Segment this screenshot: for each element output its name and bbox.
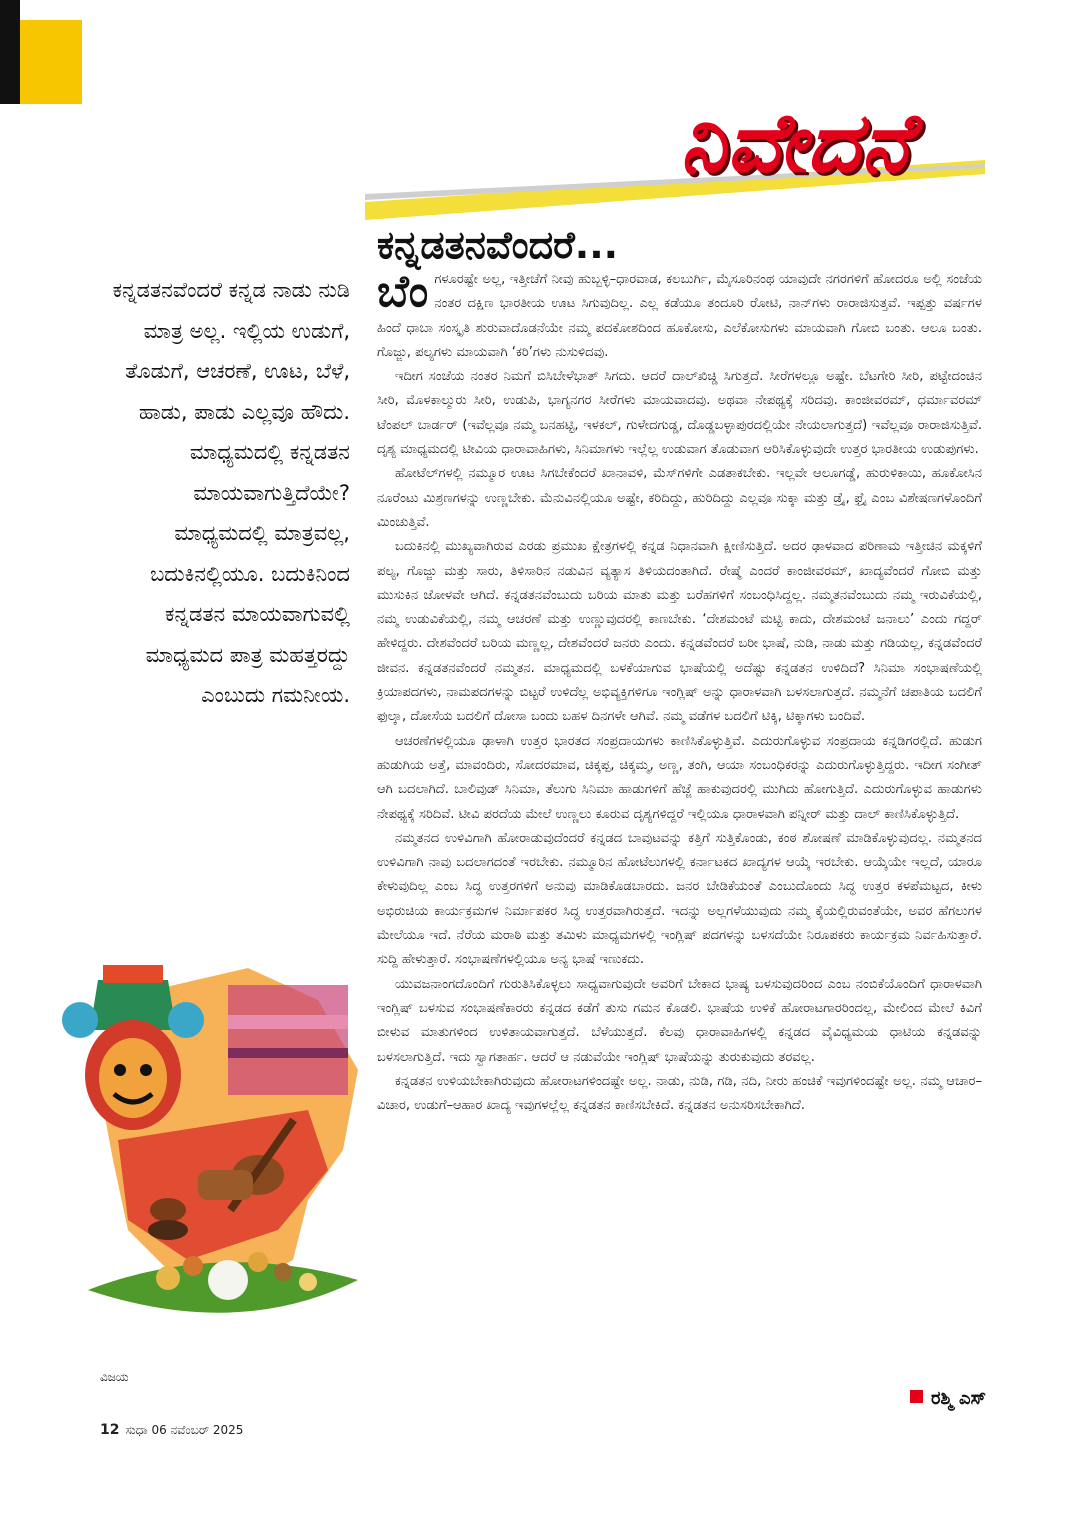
article-body bbox=[377, 268, 982, 1118]
article-paragraph: ಬದುಕಿನಲ್ಲಿ ಮುಖ್ಯವಾಗಿರುವ ಎರಡು ಪ್ರಮುಖ ಕ್ಷೇತ್ರಗಳಲ್ಲಿ ಕನ್ನಡ ನಿಧಾನವಾಗಿ ಕ್ಷೀಣಿಸುತ್ತಿದೆ. ಅದರ ಢಾಳವಾದ ಪರಿಣಾಮ ಇತ್ತೀಚಿನ ಮಕ್ಕಳಿಗೆ ಪಲ್ಯ, ಗೊಜ್ಜು ಮತ್ತು ಸಾರು, ತಿಳಿಸಾರಿನ ನಡುವಿನ ವ್ಯತ್ಯಾಸ ತಿಳಿಯದಂತಾಗಿದೆ. ರೇಷ್ಮೆ ಎಂದರೆ ಕಾಂಜೀವರಮ್, ಖಾದ್ಯವೆಂದರೆ ಗೋಬಿ ಮತ್ತು ಮುಸುಕಿನ ಜೋಳವೇ ಆಗಿದೆ. ಕನ್ನಡತನವೆಂಬುದು ಬರಿಯ ಮಾತು ಮತ್ತು ಬರೆಹಗಳಿಗೆ ಸಂಬಂಧಿಸಿದ್ದಲ್ಲ. ನಮ್ಮತನವೆಂಬುದು ನಮ್ಮ ಇರುವಿಕೆಯಲ್ಲಿ, ನಮ್ಮ ಉಡುವಿಕೆಯಲ್ಲಿ, ನಮ್ಮ ಆಚರಣೆ ಮತ್ತು ಉಣ್ಣುವುದರಲ್ಲಿ ಕಾಣಬೇಕು. ‘ದೇಶಮಂಟೆ ಮಟ್ಟಿ ಕಾದು, ದೇಶಮಂಟೆ ಜನಾಲು’ ಎಂದು ಗದ್ದರ್ ಹೇಳಿದ್ದರು. ದೇಶವೆಂದರೆ ಬರಿಯ ಮಣ್ಣಲ್ಲ, ದೇಶವೆಂದರೆ ಜನರು ಎಂದು. ಕನ್ನಡವೆಂದರೆ ಬರೀ ಭಾಷೆ, ನುಡಿ, ನಾಡು ಮತ್ತು ಗಡಿಯಲ್ಲ, ಕನ್ನಡವೆಂದರೆ ಜೀವನ. ಕನ್ನಡತನವೆಂದರೆ ನಮ್ಮತನ. ಮಾಧ್ಯಮದಲ್ಲಿ ಬಳಕೆಯಾಗುವ ಭಾಷೆಯಲ್ಲಿ ಅದೆಷ್ಟು ಕನ್ನಡತನ ಉಳಿದಿದೆ? ಸಿನಿಮಾ ಸಂಭಾಷಣೆಯಲ್ಲಿ ಕ್ರಿಯಾಪದಗಳು, ನಾಮಪದಗಳನ್ನು ಬಿಟ್ಟರೆ ಉಳಿದೆಲ್ಲ ಅಭಿವ್ಯಕ್ತಿಗಳಿಗೂ ಇಂಗ್ಲಿಷ್ ಅನ್ನು ಧಾರಾಳವಾಗಿ ಬಳಸಲಾಗುತ್ತದೆ. ನಮ್ಮನೆಗೆ ಚಪಾತಿಯ ಬದಲಿಗೆ ಫುಲ್ಕಾ, ದೋಸೆಯ ಬದಲಿಗೆ ದೋಸಾ ಬಂದು ಬಹಳ ದಿನಗಳೇ ಆಗಿವೆ. ನಮ್ಮ ವಡೆಗಳ ಬದಲಿಗೆ ಟಿಕ್ಕಿ, ಟಿಕ್ಕಾಗಳು ಬಂದಿವೆ. bbox=[377, 539, 982, 725]
saree-stripes bbox=[228, 985, 348, 1095]
author-byline bbox=[910, 1388, 986, 1409]
article-paragraph: ನಮ್ಮತನದ ಉಳಿವಿಗಾಗಿ ಹೋರಾಡುವುದೆಂದರೆ ಕನ್ನಡದ ಬಾವುಟವನ್ನು ಕತ್ತಿಗೆ ಸುತ್ತಿಕೊಂಡು, ಕಂಠ ಶೋಷಣೆ ಮಾಡಿಕೊಳ್ಳುವುದಲ್ಲ. ನಮ್ಮತನದ ಉಳಿವಿಗಾಗಿ ನಾವು ಬದಲಾಗದಂತೆ ಇರಬೇಕು. ನಮ್ಮೂರಿನ ಹೋಟೆಲುಗಳಲ್ಲಿ ಕರ್ನಾಟಕದ ಖಾದ್ಯಗಳ ಆಯ್ಕೆ ಇರಬೇಕು. ಆಯ್ಕೆಯೇ ಇಲ್ಲದೆ, ಯಾರೂ ಕೇಳುವುದಿಲ್ಲ ಎಂಬ ಸಿದ್ಧ ಉತ್ತರಗಳಿಗೆ ಅನುವು ಮಾಡಿಕೊಡಬಾರದು. ಜನರ ಬೇಡಿಕೆಯಂತೆ ಎಂಬುದೊಂದು ಸಿದ್ಧ ಉತ್ತರ ಕಳಪೆಮಟ್ಟದ, ಕೀಳು ಅಭಿರುಚಿಯ ಕಾರ್ಯಕ್ರಮಗಳ ನಿರ್ಮಾಪಕರ ಸಿದ್ಧ ಉತ್ತರವಾಗಿರುತ್ತದೆ. ಇದನ್ನು ಅಲ್ಲಗಳೆಯುವುದು ನಮ್ಮ ಕೈಯಲ್ಲಿರುವಂತೆಯೇ, ಅವರ ಹೆಗಲುಗಳ ಮೇಲೆಯೂ ಇದೆ. ನೆರೆಯ ಮರಾಠಿ ಮತ್ತು ತಮಿಳು ಮಾಧ್ಯಮಗಳಲ್ಲಿ ಇಂಗ್ಲಿಷ್ ಪದಗಳನ್ನು ಬಳಸದೆಯೇ ನಿರೂಪಕರು ಕಾರ್ಯಕ್ರಮ ನಿರ್ವಹಿಸುತ್ತಾರೆ. ಸುದ್ದಿ ಹೇಳುತ್ತಾರೆ. ಸಂಭಾಷಣೆಗಳಲ್ಲಿಯೂ ಅನ್ಯ ಭಾಷೆ ಇಣುಕದು. bbox=[377, 830, 982, 968]
article-headline: ಕನ್ನಡತನವೆಂದರೆ... bbox=[377, 223, 619, 267]
article-paragraph: ಯುವಜನಾಂಗದೊಂದಿಗೆ ಗುರುತಿಸಿಕೊಳ್ಳಲು ಸಾಧ್ಯವಾಗುವುದೇ ಅವರಿಗೆ ಬೇಕಾದ ಭಾಷ್ಯ ಬಳಸುವುದರಿಂದ ಎಂಬ ನಂಬಿಕೆಯೊಂದಿಗೆ ಧಾರಾಳವಾಗಿ ಇಂಗ್ಲಿಷ್ ಬಳಸುವ ಸಂಭಾಷಣೆಕಾರರು ಕನ್ನಡದ ಕಡೆಗೆ ತುಸು ಗಮನ ಕೊಡಲಿ. ಭಾಷೆಯ ಉಳಿಕೆ ಹೋರಾಟಗಾರರಿಂದಲ್ಲ, ಮೇಲಿಂದ ಮೇಲೆ ಕಿವಿಗೆ ಬೀಳುವ ಮಾತುಗಳಿಂದ ಉಳಿತಾಯವಾಗುತ್ತದೆ. ಬೆಳೆಯುತ್ತದೆ. ಕೆಲವು ಧಾರಾವಾಹಿಗಳಲ್ಲಿ ಕನ್ನಡದ ವೈವಿಧ್ಯಮಯ ಧಾಟಿಯ ಕನ್ನಡವನ್ನು ಬಳಸಲಾಗುತ್ತಿದೆ. ಇದು ಸ್ವಾಗತಾರ್ಹ. ಆದರೆ ಆ ನಡುವೆಯೇ ಇಂಗ್ಲಿಷ್ ಭಾಷೆಯನ್ನು ತುರುಕುವುದು ತರವಲ್ಲ. bbox=[377, 976, 982, 1065]
issue-info: ಸುಧಾ 06 ನವೆಂಬರ್ 2025 bbox=[125, 1423, 244, 1437]
article-paragraph: ಆಚರಣೆಗಳಲ್ಲಿಯೂ ಢಾಳಾಗಿ ಉತ್ತರ ಭಾರತದ ಸಂಪ್ರದಾಯಗಳು ಕಾಣಿಸಿಕೊಳ್ಳುತ್ತಿವೆ. ಎದುರುಗೊಳ್ಳುವ ಸಂಪ್ರದಾಯ ಕನ್ನಡಿಗರಲ್ಲಿದೆ. ಹುಡುಗ ಹುಡುಗಿಯ ಅತ್ತೆ, ಮಾವಂದಿರು, ಸೋದರಮಾವ, ಚಿಕ್ಕಪ್ಪ, ಚಿಕ್ಕಮ್ಮ, ಅಣ್ಣ, ತಂಗಿ, ಆಯಾ ಸಂಬಂಧಿಕರನ್ನು ಎದುರುಗೊಳ್ಳುತ್ತಿದ್ದರು. ಇದೀಗ ಸಂಗೀತ್ ಆಗಿ ಬದಲಾಗಿದೆ. ಬಾಲಿವುಡ್ ಸಿನಿಮಾ, ತೆಲುಗು ಸಿನಿಮಾ ಹಾಡುಗಳಿಗೆ ಹೆಜ್ಜೆ ಹಾಕುವುದರಲ್ಲಿ ಮುಗಿದು ಹೋಗುತ್ತಿದೆ. ಎದುರುಗೊಳ್ಳುವ ಹಾಡುಗಳು ನೇಪಥ್ಯಕ್ಕೆ ಸರಿದಿವೆ. ಟೀವಿ ಪರದೆಯ ಮೇಲೆ ಉಣ್ಣಲು ಕೂರುವ ದೃಶ್ಯಗಳಿದ್ದರೆ ಇಲ್ಲಿಯೂ ಧಾರಾಳವಾಗಿ ಪನ್ನೀರ್ ಮತ್ತು ದಾಲ್ ಕಾಣಿಸಿಕೊಳ್ಳುತ್ತಿದೆ. bbox=[377, 733, 982, 822]
article-paragraph: ಇದೀಗ ಸಂಜೆಯ ನಂತರ ನಿಮಗೆ ಬಿಸಿಬೇಳೆಭಾತ್ ಸಿಗದು. ಆದರೆ ದಾಲ್‌ಖಿಚ್ಡಿ ಸಿಗುತ್ತದೆ. ಸೀರೆಗಳಲ್ಲೂ ಅಷ್ಟೇ. ಬೆಟಗೇರಿ ಸೀರಿ, ಪಟ್ಟೇದಂಚಿನ ಸೀರಿ, ಮೊಳಕಾಲ್ಮುರು ಸೀರಿ, ಉಡುಪಿ, ಭಾಗ್ಯನಗರ ಸೀರೆಗಳು ಮಾಯವಾದವು. ಅಥವಾ ನೇಪಥ್ಯಕ್ಕೆ ಸರಿದವು. ಕಾಂಜೀವರಮ್, ಧರ್ಮಾವರಮ್ ಟೆಂಪಲ್ ಬಾರ್ಡರ್ (ಇವೆಲ್ಲವೂ ನಮ್ಮ ಬನಹಟ್ಟಿ, ಇಳಕಲ್, ಗುಳೇದಗುಡ್ಡ, ದೊಡ್ಡಬಳ್ಳಾಪುರದಲ್ಲಿಯೇ ನೇಯಲಾಗುತ್ತದೆ) ಇವೆಲ್ಲವೂ ರಾರಾಜಿಸುತ್ತಿವೆ. ದೃಶ್ಯ ಮಾಧ್ಯಮದಲ್ಲಿ ಟೀವಿಯ ಧಾರಾವಾಹಿಗಳು, ಸಿನಿಮಾಗಳು ಇಲ್ಲೆಲ್ಲ ಉಡುವಾಗ ತೊಡುವಾಗ ಆರಿಸಿಕೊಳ್ಳುವುದೇ ಉತ್ತರ ಭಾರತೀಯ ಉಡುಪುಗಳು. bbox=[377, 369, 982, 458]
corner-yellow-block bbox=[20, 20, 82, 104]
image-credit: ವಿಜಯ bbox=[100, 1370, 129, 1384]
section-logo-title: ನಿವೇದನೆ bbox=[680, 95, 911, 191]
corner-black-block bbox=[0, 0, 20, 104]
banana-leaf-meal bbox=[88, 1252, 358, 1313]
lead-paragraph bbox=[377, 268, 982, 365]
drop-cap: ಬೆಂ bbox=[377, 266, 429, 317]
lead-paragraph-text: ಗಳೂರಷ್ಟೇ ಅಲ್ಲ, ಇತ್ತೀಚೆಗೆ ನೀವು ಹುಬ್ಬಳ್ಳಿ–ಧಾರವಾಡ, ಕಲಬುರ್ಗಿ, ಮೈಸೂರಿನಂಥ ಯಾವುದೇ ನಗರಗಳಿಗೆ ಹೋದರೂ ಅಲ್ಲಿ ಸಂಜೆಯ ನಂತರ ದಕ್ಷಿಣ ಭಾರತೀಯ ಊಟ ಸಿಗುವುದಿಲ್ಲ. ಎಲ್ಲ ಕಡೆಯೂ ತಂದೂರಿ ರೋಟಿ, ನಾನ್‌ಗಳು ರಾರಾಜಿಸುತ್ತವೆ. ಇಪ್ಪತ್ತು ವರ್ಷಗಳ ಹಿಂದೆ ಧಾಬಾ ಸಂಸ್ಕೃತಿ ಶುರುವಾದೊಡನೆಯೇ ನಮ್ಮ ಪದಕೋಶದಿಂದ ಹೂಕೋಸು, ಎಲೆಕೋಸುಗಳು ಮಾಯವಾಗಿ ಗೋಬಿ ಬಂತು. ಆಲೂ ಬಂತು. ಗೊಜ್ಜು, ಪಲ್ಯಗಳು ಮಾಯವಾಗಿ ‘ಕರಿ’ಗಳು ನುಸುಳಿದವು. bbox=[377, 272, 982, 360]
page-number: 12 bbox=[100, 1422, 120, 1438]
pull-quote: ಕನ್ನಡತನವೆಂದರೆ ಕನ್ನಡ ನಾಡು ನುಡಿ ಮಾತ್ರ ಅಲ್ಲ. ಇಲ್ಲಿಯ ಉಡುಗೆ, ತೊಡುಗೆ, ಆಚರಣೆ, ಊಟ, ಬೆಳೆ, ಹಾಡು, ಪಾಡು ಎಲ್ಲವೂ ಹೌದು. ಮಾಧ್ಯಮದಲ್ಲಿ ಕನ್ನಡತನ ಮಾಯವಾಗುತ್ತಿದೆಯೇ? ಮಾಧ್ಯಮದಲ್ಲಿ ಮಾತ್ರವಲ್ಲ, ಬದುಕಿನಲ್ಲಿಯೂ. ಬದುಕಿನಿಂದ ಕನ್ನಡತನ ಮಾಯವಾಗುವಲ್ಲಿ ಮಾಧ್ಯಮದ ಪಾತ್ರ ಮಹತ್ತರದ್ದು ಎಂಬುದು ಗಮನೀಯ. bbox=[112, 278, 350, 707]
article-paragraph: ಕನ್ನಡತನ ಉಳಿಯಬೇಕಾಗಿರುವುದು ಹೋರಾಟಗಳಿಂದಷ್ಟೇ ಅಲ್ಲ. ನಾಡು, ನುಡಿ, ಗಡಿ, ನದಿ, ನೀರು ಹಂಚಿಕೆ ಇವುಗಳಿಂದಷ್ಟೇ ಅಲ್ಲ. ನಮ್ಮ ಆಚಾರ–ವಿಚಾರ, ಉಡುಗೆ–ಆಹಾರ ಖಾದ್ಯ ಇವುಗಳಲ್ಲೆಲ್ಲ ಕನ್ನಡತನ ಕಾಣಿಸಬೇಕಿದೆ. ಕನ್ನಡತನ ಅನುಸರಿಸಬೇಕಾಗಿದೆ. bbox=[377, 1073, 982, 1114]
byline-marker bbox=[910, 1390, 923, 1403]
page-footer bbox=[100, 1422, 243, 1438]
author-name: ರಶ್ಮಿ ಎಸ್ bbox=[930, 1388, 986, 1409]
culture-illustration bbox=[58, 960, 378, 1350]
article-paragraph: ಹೋಟೆಲ್‌ಗಳಲ್ಲಿ ನಮ್ಮೂರ ಊಟ ಸಿಗಬೇಕೆಂದರೆ ಖಾನಾವಳಿ, ಮೆಸ್‌ಗಳಿಗೇ ಎಡತಾಕಬೇಕು. ಇಲ್ಲವೇ ಆಲೂಗಡ್ಡೆ, ಹುರುಳಿಕಾಯಿ, ಹೂಕೋಸಿನ ನೂರೆಂಟು ಮಿಶ್ರಣಗಳನ್ನು ಉಣ್ಣಬೇಕು. ಮೆನುವಿನಲ್ಲಿಯೂ ಅಷ್ಟೇ, ಕರಿದಿದ್ದು, ಹುರಿದಿದ್ದು ಎಲ್ಲವೂ ಸುಕ್ಕಾ ಮತ್ತು ಡ್ರೈ, ಫ್ರೈ ಎಂಬ ವಿಶೇಷಣಗಳೊಂದಿಗೆ ಮಿಂಚುತ್ತಿವೆ. bbox=[377, 466, 982, 530]
